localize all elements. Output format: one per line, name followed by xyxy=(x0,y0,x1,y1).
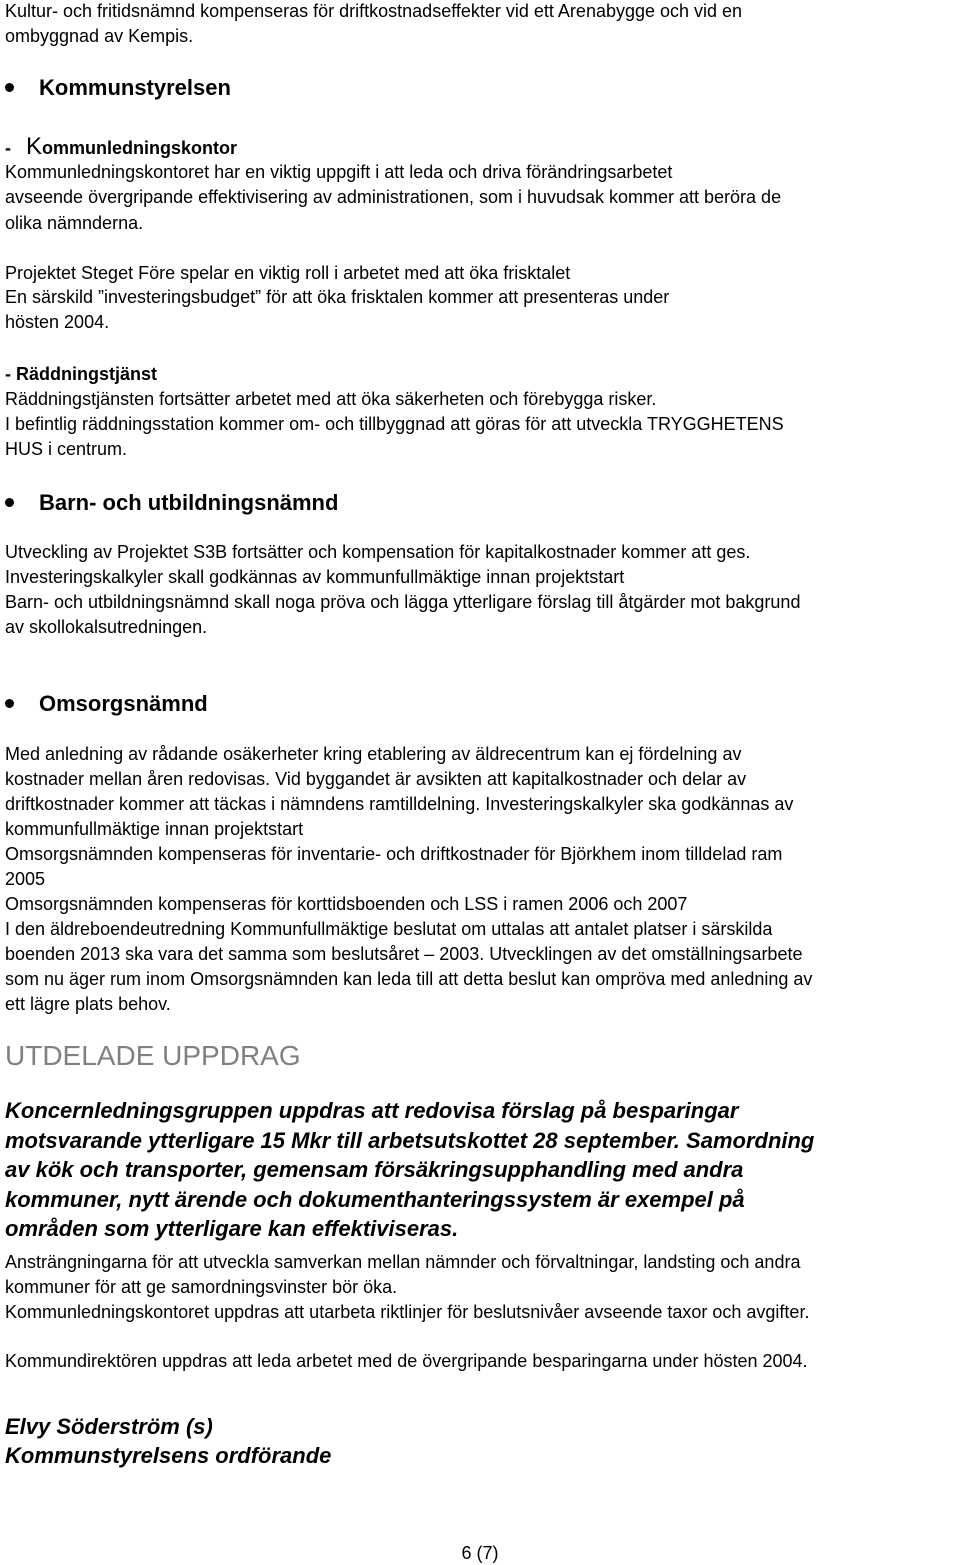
heading-text: Kommunstyrelsen xyxy=(39,75,231,100)
bullet-icon xyxy=(5,498,14,507)
subheading-raddningstjanst: - Räddningstjänst xyxy=(5,364,157,384)
klk-para2-line-1: Projektet Steget Före spelar en viktig roll i arbetet med att öka frisktalet xyxy=(5,263,571,283)
omsorg-line-4: kommunfullmäktige innan projektstart xyxy=(5,819,304,839)
utdelade-bold-line-1: Koncernledningsgruppen uppdras att redovisa förslag på besparingar xyxy=(5,1098,739,1123)
page-number: 6 (7) xyxy=(461,1543,499,1563)
omsorg-line-1: Med anledning av rådande osäkerheter kring etablering av äldrecentrum kan ej fördelning av xyxy=(5,744,742,764)
klk-para1-line-1: Kommunledningskontoret har en viktig uppgift i att leda och driva förändringsarbetet xyxy=(5,162,673,182)
barn-line-4: av skollokalsutredningen. xyxy=(5,617,208,637)
rtj-line-2: I befintlig räddningsstation kommer om- och tillbyggnad att göras för att utveckla TRYGGHETENS xyxy=(5,414,784,434)
first-letter: K xyxy=(26,133,43,160)
klk-para2-line-3: hösten 2004. xyxy=(5,312,110,332)
heading-omsorg xyxy=(5,690,208,718)
utdelade-last-line: Kommundirektören uppdras att leda arbetet med de övergripande besparingarna under hösten 2004. xyxy=(5,1351,808,1371)
rtj-line-3: HUS i centrum. xyxy=(5,439,128,459)
intro-line-1: Kultur- och fritidsnämnd kompenseras för driftkostnadseffekter vid ett Arenabygge och vid en xyxy=(5,1,743,21)
signature-name: Elvy Söderström (s) xyxy=(5,1414,213,1439)
omsorg-line-10: som nu äger rum inom Omsorgsnämnden kan leda till att detta beslut kan ompröva med anledning av xyxy=(5,969,813,989)
signature-title: Kommunstyrelsens ordförande xyxy=(5,1443,332,1468)
omsorg-line-3: driftkostnader kommer att täckas i nämndens ramtilldelning. Investeringskalkyler ska godkännas av xyxy=(5,794,794,814)
omsorg-line-6: 2005 xyxy=(5,869,46,889)
subheading-rest: ommunledningskontor xyxy=(42,138,238,158)
utdelade-bold-line-5: områden som ytterligare kan effektiviseras. xyxy=(5,1216,459,1241)
dash: - xyxy=(5,138,11,158)
omsorg-line-5: Omsorgsnämnden kompenseras för inventarie- och driftkostnader för Björkhem inom tilldelad ram xyxy=(5,844,783,864)
barn-line-2: Investeringskalkyler skall godkännas av kommunfullmäktige innan projektstart xyxy=(5,567,625,587)
utdelade-line-3: Kommunledningskontoret uppdras att utarbeta riktlinjer för beslutsnivåer avseende taxor och avgifter. xyxy=(5,1302,810,1322)
utdelade-bold-line-3: av kök och transporter, gemensam försäkringsupphandling med andra xyxy=(5,1157,744,1182)
intro-line-2: ombyggnad av Kempis. xyxy=(5,26,194,46)
omsorg-line-2: kostnader mellan åren redovisas. Vid byggandet är avsikten att kapitalkostnader och delar av xyxy=(5,769,747,789)
utdelade-line-2: kommuner för att ge samordningsvinster bör öka. xyxy=(5,1277,398,1297)
heading-text: Barn- och utbildningsnämnd xyxy=(39,490,339,515)
heading-text: Omsorgsnämnd xyxy=(39,691,208,716)
omsorg-line-11: ett lägre plats behov. xyxy=(5,994,171,1014)
barn-line-1: Utveckling av Projektet S3B fortsätter och kompensation för kapitalkostnader kommer att ges. xyxy=(5,542,751,562)
utdelade-bold-line-2: motsvarande ytterligare 15 Mkr till arbetsutskottet 28 september. Samordning xyxy=(5,1128,815,1153)
utdelade-bold-line-4: kommuner, nytt ärende och dokumenthanteringssystem är exempel på xyxy=(5,1187,745,1212)
klk-para1-line-3: olika nämnderna. xyxy=(5,213,144,233)
section-title-utdelade: UTDELADE UPPDRAG xyxy=(5,1040,301,1071)
rtj-line-1: Räddningstjänsten fortsätter arbetet med att öka säkerheten och förebygga risker. xyxy=(5,389,657,409)
bullet-icon xyxy=(5,699,14,708)
omsorg-line-7: Omsorgsnämnden kompenseras för korttidsboenden och LSS i ramen 2006 och 2007 xyxy=(5,894,688,914)
omsorg-line-8: I den äldreboendeutredning Kommunfullmäktige beslutat om uttalas att antalet platser i särskilda xyxy=(5,919,773,939)
subheading-kommunledningskontor xyxy=(5,134,237,161)
klk-para1-line-2: avseende övergripande effektivisering av administrationen, som i huvudsak kommer att beröra de xyxy=(5,187,782,207)
omsorg-line-9: boenden 2013 ska vara det samma som beslutsåret – 2003. Utvecklingen av det omställningsarbete xyxy=(5,944,803,964)
heading-barn xyxy=(5,489,338,517)
klk-para2-line-2: En särskild ”investeringsbudget” för att öka frisktalen kommer att presenteras under xyxy=(5,287,670,307)
utdelade-line-1: Ansträngningarna för att utveckla samverkan mellan nämnder och förvaltningar, landsting och andra xyxy=(5,1252,801,1272)
heading-kommunstyrelsen xyxy=(5,74,231,102)
barn-line-3: Barn- och utbildningsnämnd skall noga pröva och lägga ytterligare förslag till åtgärder mot bakgrund xyxy=(5,592,801,612)
bullet-icon xyxy=(5,83,14,92)
